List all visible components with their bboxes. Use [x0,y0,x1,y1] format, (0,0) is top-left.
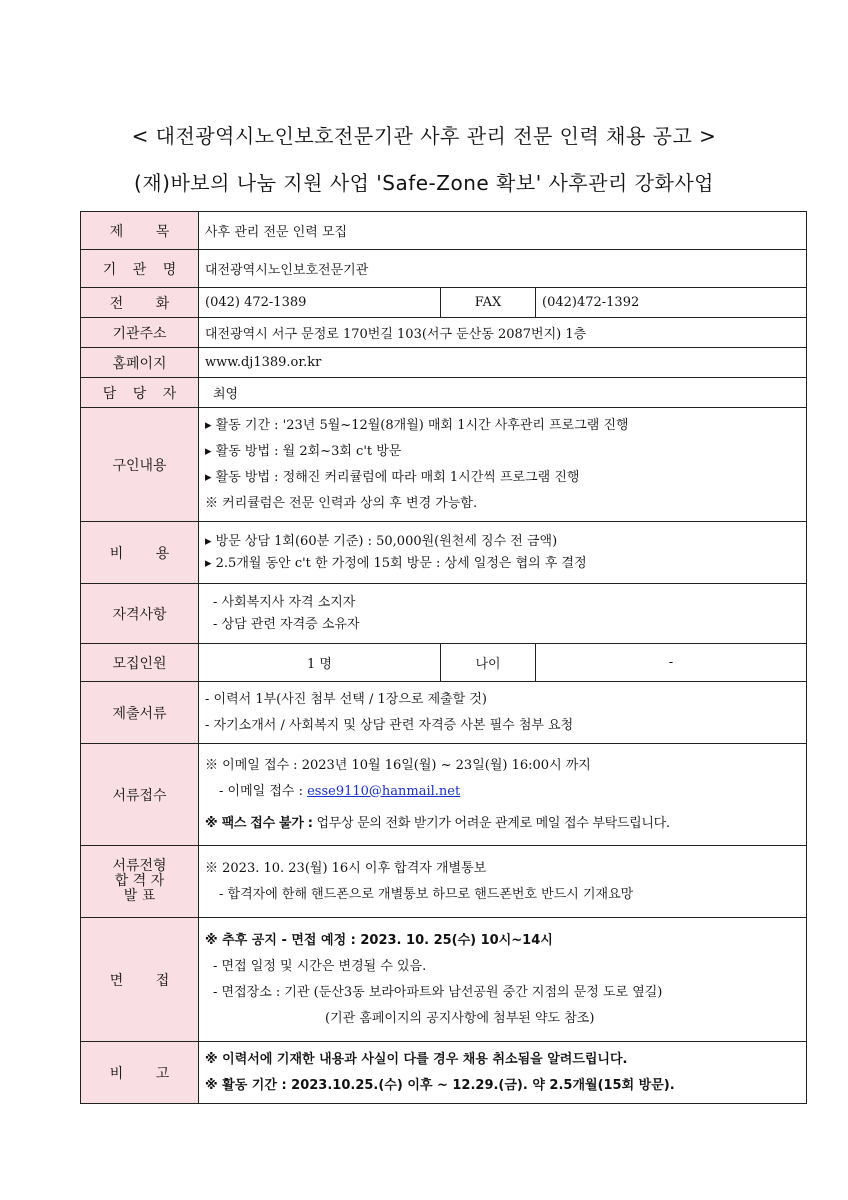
value-address: 대전광역시 서구 문정로 170번길 103(서구 둔산동 2087번지) 1층 [199,318,807,348]
label-manager: 담 당 자 [81,378,199,408]
label-cost: 비 용 [81,522,199,584]
qualification-line: - 사회복지사 자격 소지자 [213,594,356,610]
label-job: 구인내용 [81,408,199,522]
label-screening: 서류전형 합 격 자 발 표 [81,846,199,918]
submission-line: ※ 이메일 접수 : 2023년 10월 16일(월) ~ 23일(월) 16:00시 까지 [205,757,591,773]
label-age: 나이 [441,644,536,682]
remarks-line: ※ 이력서에 기재한 내용과 사실이 다를 경우 채용 취소됨을 알려드립니다. [205,1051,628,1067]
value-qualification [199,584,807,644]
label-remarks: 비 고 [81,1042,199,1104]
row-subject [81,212,807,250]
documents-line: - 이력서 1부(사진 첨부 선택 / 1장으로 제출할 것) [205,691,488,707]
submission-email-line: - 이메일 접수 : esse9110@hanmail.net [219,783,461,799]
documents-line: - 자기소개서 / 사회복지 및 상담 관련 자격증 사본 필수 첨부 요청 [205,717,574,733]
job-line: ※ 커리큘럼은 전문 인력과 상의 후 변경 가능함. [205,495,478,511]
job-line: ▸ 활동 방법 : 정해진 커리큘럼에 따라 매회 1시간씩 프로그램 진행 [205,469,580,485]
value-homepage[interactable]: www.dj1389.or.kr [199,348,807,378]
label-documents: 제출서류 [81,682,199,744]
interview-line: - 면접장소 : 기관 (둔산3동 보라아파트와 남선공원 중간 지점의 문정 도로 옆길) [213,984,663,1000]
row-remarks [81,1042,807,1104]
row-manager [81,378,807,408]
page-title: < 대전광역시노인보호전문기관 사후 관리 전문 인력 채용 공고 > [131,124,717,148]
row-interview [81,918,807,1042]
value-cost [199,522,807,584]
row-phone [81,288,807,318]
screening-line: ※ 2023. 10. 23(월) 16시 이후 합격자 개별통보 [205,860,487,876]
page-subtitle: (재)바보의 나눔 지원 사업 'Safe-Zone 확보' 사후관리 강화사업 [134,171,714,195]
value-screening [199,846,807,918]
recruitment-table [80,211,807,1104]
value-org: 대전광역시노인보호전문기관 [199,250,807,288]
value-interview [199,918,807,1042]
interview-line: ※ 추후 공지 - 면접 예정 : 2023. 10. 25(수) 10시~14시 [205,932,553,948]
row-org [81,250,807,288]
interview-line: (기관 홈페이지의 공지사항에 첨부된 약도 참조) [325,1010,595,1026]
email-link[interactable]: esse9110@hanmail.net [307,783,461,799]
row-recruit [81,644,807,682]
value-age: - [536,644,807,682]
label-address: 기관주소 [81,318,199,348]
value-fax: (042)472-1392 [536,288,807,318]
label-homepage: 홈페이지 [81,348,199,378]
row-documents [81,682,807,744]
value-manager: 최영 [199,378,807,408]
label-subject: 제 목 [81,212,199,250]
label-org: 기 관 명 [81,250,199,288]
value-documents [199,682,807,744]
row-qualification [81,584,807,644]
value-subject: 사후 관리 전문 인력 모집 [199,212,807,250]
row-cost [81,522,807,584]
submission-fax-line: ※ 팩스 접수 불가 : 업무상 문의 전화 받기가 어려운 관계로 메일 접수 부탁드립니다. [205,815,670,831]
job-line: ▸ 활동 방법 : 월 2회~3회 c't 방문 [205,443,402,459]
label-submission: 서류접수 [81,744,199,846]
value-submission [199,744,807,846]
row-screening [81,846,807,918]
label-interview: 면 접 [81,918,199,1042]
row-homepage [81,348,807,378]
value-phone: (042) 472-1389 [199,288,441,318]
value-remarks [199,1042,807,1104]
screening-line: - 합격자에 한해 핸드폰으로 개별통보 하므로 핸드폰번호 반드시 기재요망 [219,886,634,902]
label-qualification: 자격사항 [81,584,199,644]
fax-notice: ※ 팩스 접수 불가 : [205,815,313,831]
label-phone: 전 화 [81,288,199,318]
row-address [81,318,807,348]
job-line: ▸ 활동 기간 : '23년 5월~12월(8개월) 매회 1시간 사후관리 프로그램 진행 [205,417,629,433]
value-recruit: 1 명 [199,644,441,682]
row-job [81,408,807,522]
cost-line: ▸ 2.5개월 동안 c't 한 가정에 15회 방문 : 상세 일정은 협의 후 결정 [205,555,587,571]
value-job [199,408,807,522]
cost-line: ▸ 방문 상담 1회(60분 기준) : 50,000원(원천세 징수 전 금액) [205,533,558,549]
label-fax: FAX [441,288,536,318]
label-recruit: 모집인원 [81,644,199,682]
qualification-line: - 상담 관련 자격증 소유자 [213,616,360,632]
interview-line: - 면접 일정 및 시간은 변경될 수 있음. [213,958,427,974]
remarks-line: ※ 활동 기간 : 2023.10.25.(수) 이후 ~ 12.29.(금). 약 2.5개월(15회 방문). [205,1077,675,1093]
row-submission [81,744,807,846]
